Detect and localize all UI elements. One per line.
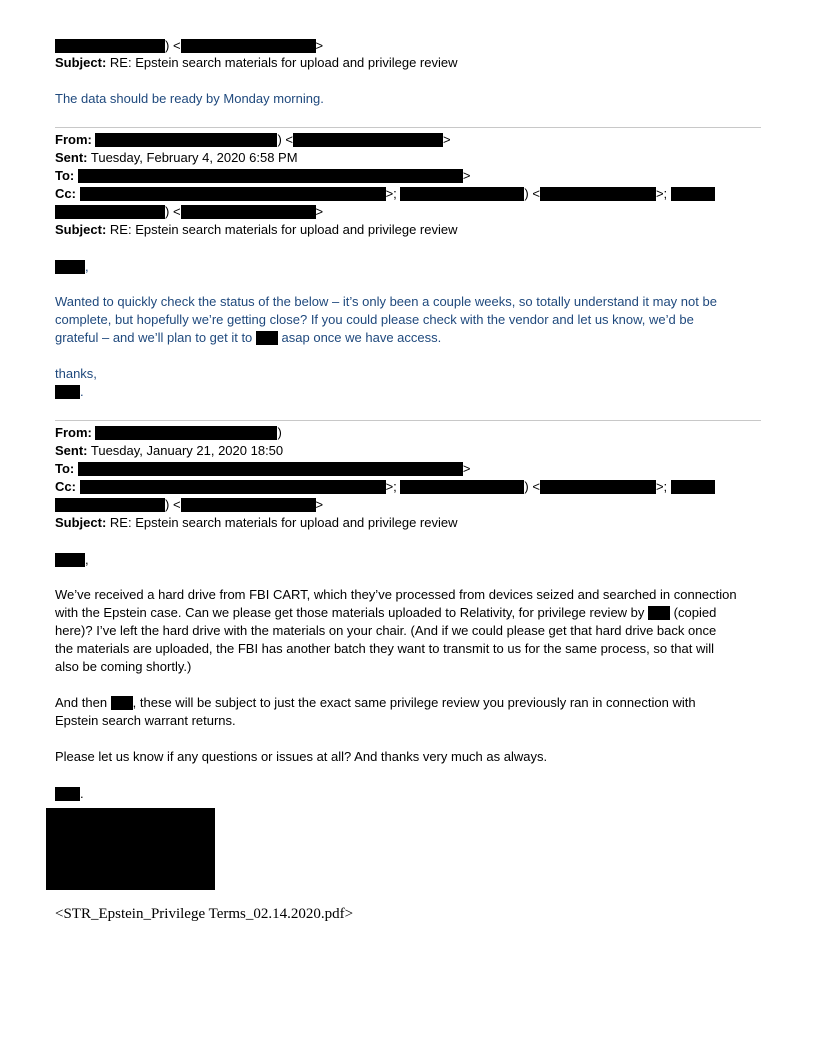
email3-from-row: From: ) <box>55 425 282 440</box>
redaction <box>671 480 715 494</box>
body-text: with the Epstein case. Can we please get those materials uploaded to Relativity, for privilege review by <box>55 605 645 620</box>
body-line <box>55 694 755 712</box>
redaction <box>181 205 316 219</box>
body-line <box>55 604 755 622</box>
subject-value: RE: Epstein search materials for upload and privilege review <box>109 55 458 70</box>
sent-label: Sent: <box>55 443 88 458</box>
body-text: grateful – and we’ll plan to get it to <box>55 330 253 345</box>
redaction <box>293 133 443 147</box>
email3-paragraph-3: Please let us know if any questions or issues at all? And thanks very much as always. <box>55 749 548 764</box>
subject-label: Subject: <box>55 515 107 530</box>
email3-cc-continuation: ) < > <box>55 496 323 513</box>
email1-subject-row <box>55 54 457 71</box>
email2-to-row: To: > <box>55 168 471 183</box>
redaction <box>78 462 463 476</box>
email2-sent-row <box>55 149 298 166</box>
body-line: also be coming shortly.) <box>55 659 192 674</box>
from-label: From: <box>55 132 92 147</box>
body-line: Epstein search warrant returns. <box>55 713 236 728</box>
redaction <box>540 480 656 494</box>
redaction <box>671 187 715 201</box>
cc-label: Cc: <box>55 186 76 201</box>
signature-redaction <box>46 808 215 890</box>
body-line: We’ve received a hard drive from FBI CART, which they’ve processed from devices seized and searched in connection <box>55 587 737 602</box>
email3-to-row: To: > <box>55 461 471 476</box>
email2-greeting: , <box>55 258 89 275</box>
sent-label: Sent: <box>55 150 88 165</box>
email2-from-row: From: ) < > <box>55 132 451 147</box>
email3-signoff: . <box>55 785 84 802</box>
email1-from-continuation: ) < > <box>55 37 323 54</box>
body-line: the materials are uploaded, the FBI has another batch they want to transmit to us for the same process, so that will <box>55 641 715 656</box>
attachment-reference: <STR_Epstein_Privilege Terms_02.14.2020.pdf> <box>55 906 354 922</box>
email3-greeting: , <box>55 551 89 568</box>
redaction <box>55 498 165 512</box>
subject-label: Subject: <box>55 55 107 70</box>
body-text: asap once we have access. <box>281 330 442 345</box>
redaction <box>648 606 670 620</box>
body-line: complete, but hopefully we’re getting close? If you could please check with the vendor and let us know, we’d be <box>55 312 694 327</box>
redaction <box>78 169 463 183</box>
body-text: , these will be subject to just the exact same privilege review you previously ran in connection with <box>132 695 696 710</box>
redaction <box>400 480 524 494</box>
sent-value: Tuesday, February 4, 2020 6:58 PM <box>90 150 298 165</box>
redaction <box>540 187 656 201</box>
email2-cc-continuation: ) < > <box>55 203 323 220</box>
email3-cc-row: Cc: >; ) < >; <box>55 478 715 495</box>
redaction <box>55 553 85 567</box>
redaction <box>256 331 278 345</box>
separator <box>55 127 761 128</box>
sent-value: Tuesday, January 21, 2020 18:50 <box>90 443 284 458</box>
cc-label: Cc: <box>55 479 76 494</box>
email2-subject-row <box>55 221 457 238</box>
redaction <box>55 385 80 399</box>
redaction <box>111 696 133 710</box>
body-line: Wanted to quickly check the status of the below – it’s only been a couple weeks, so totally understand it may not be <box>55 294 717 309</box>
redaction <box>80 480 386 494</box>
email2-body <box>55 293 755 347</box>
redaction <box>55 205 165 219</box>
subject-value: RE: Epstein search materials for upload and privilege review <box>109 515 458 530</box>
email3-sent-row <box>55 442 283 459</box>
to-label: To: <box>55 461 75 476</box>
redaction <box>80 187 386 201</box>
email3-subject-row <box>55 514 457 531</box>
from-label: From: <box>55 425 92 440</box>
redaction <box>181 39 316 53</box>
redaction <box>181 498 316 512</box>
email2-signoff: . <box>55 383 84 400</box>
redaction <box>55 39 165 53</box>
separator <box>55 420 761 421</box>
redaction <box>95 426 277 440</box>
redaction <box>400 187 524 201</box>
email3-paragraph-2 <box>55 694 755 730</box>
email1-body: The data should be ready by Monday morning. <box>55 91 324 106</box>
email3-paragraph-1 <box>55 586 755 676</box>
body-text: (copied <box>673 605 717 620</box>
body-text: And then <box>55 695 108 710</box>
to-label: To: <box>55 168 75 183</box>
redaction <box>95 133 277 147</box>
email2-thanks: thanks, <box>55 366 97 381</box>
email2-cc-row: Cc: >; ) < >; <box>55 185 715 202</box>
subject-label: Subject: <box>55 222 107 237</box>
body-line <box>55 329 755 347</box>
redaction <box>55 787 80 801</box>
subject-value: RE: Epstein search materials for upload and privilege review <box>109 222 458 237</box>
redaction <box>55 260 85 274</box>
body-line: here)? I’ve left the hard drive with the materials on your chair. (And if we could please get that hard drive back once <box>55 623 717 638</box>
